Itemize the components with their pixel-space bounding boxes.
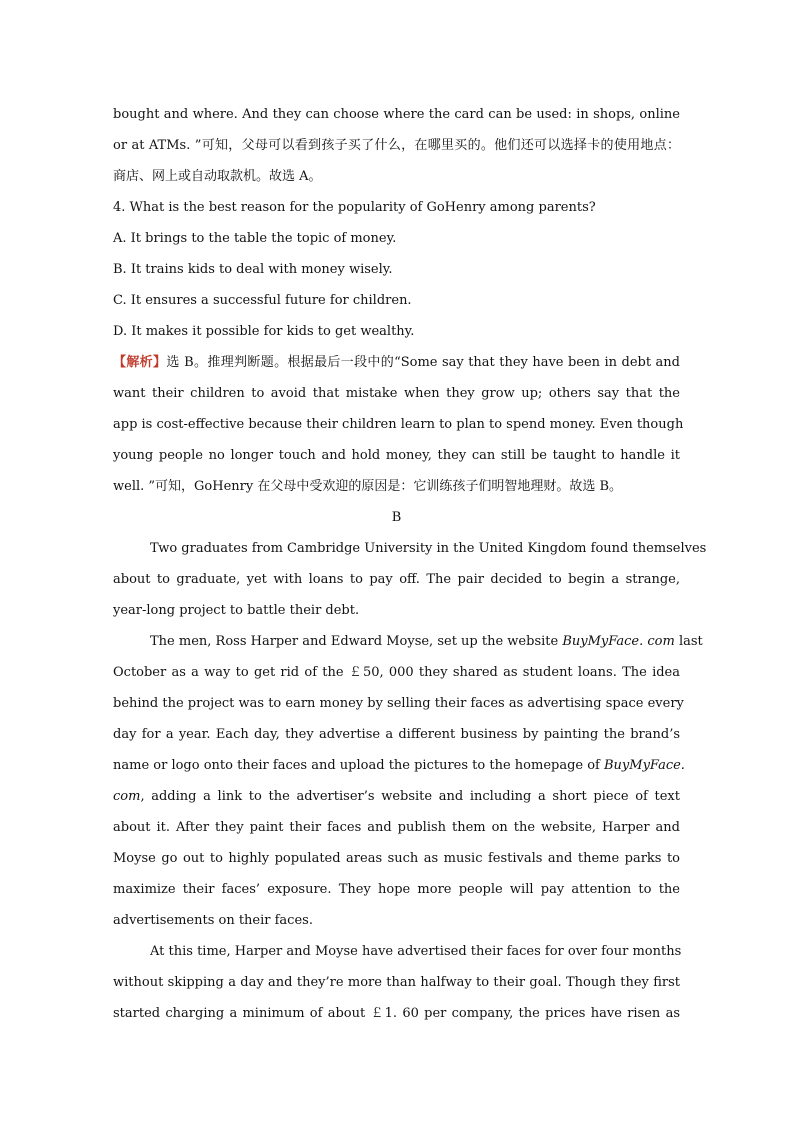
passage-line: Two graduates from Cambridge University in the United Kingdom found themselves [150,541,707,556]
passage-line: At this time, Harper and Moyse have advertised their faces for over four months [150,944,682,959]
passage-line [113,750,685,781]
passage-line: behind the project was to earn money by selling their faces as advertising space every [113,696,684,711]
passage-line: without skipping a day and they’re more than halfway to their goal. Though they first [113,975,680,990]
passage-line: about to graduate, yet with loans to pay off. The pair decided to begin a strange, [113,572,680,587]
passage-text: name or logo onto their faces and upload the pictures to the homepage of [113,758,604,773]
passage-line: advertisements on their faces. [113,913,313,928]
passage-line: day for a year. Each day, they advertise a different business by painting the brand’s [113,727,680,742]
website-name: BuyMyFace. com [562,634,675,649]
passage-text: , adding a link to the advertiser’s website and including a short piece of text [140,789,680,804]
analysis-tag: 【解析】 [113,355,167,370]
option-b: B. It trains kids to deal with money wisely. [113,262,393,277]
passage-text: last [674,634,703,649]
passage-line: maximize their faces’ exposure. They hope more people will pay attention to the [113,882,680,897]
question-4: 4. What is the best reason for the popularity of GoHenry among parents? [113,200,596,215]
option-c: C. It ensures a successful future for children. [113,293,412,308]
page-content [113,99,707,1029]
passage-label: B [391,510,402,525]
analysis-line: app is cost-effective because their children learn to plan to spend money. Even though [113,417,684,432]
passage-line [113,781,680,812]
option-d: D. It makes it possible for kids to get wealthy. [113,324,415,339]
passage-line: started charging a minimum of about ￡1. 60 per company, the prices have risen as [113,1006,680,1021]
passage-text: The men, Ross Harper and Edward Moyse, set up the website [150,634,563,649]
text-line: bought and where. And they can choose where the card can be used: in shops, online [113,107,680,122]
passage-line [113,626,703,657]
analysis-text: 选 B。推理判断题。根据最后一段中的“Some say that they have been in debt and [166,355,680,370]
text-line: or at ATMs. ”可知，父母可以看到孩子买了什么，在哪里买的。他们还可以选择卡的使用地点： [113,138,680,153]
analysis-line: young people no longer touch and hold money, they can still be taught to handle it [113,448,680,463]
website-name: BuyMyFace. [604,758,685,773]
text-line: 商店、网上或自动取款机。故选 A。 [113,169,322,184]
passage-line: October as a way to get rid of the ￡50, 000 they shared as student loans. The idea [113,665,680,680]
passage-line: Moyse go out to highly populated areas such as music festivals and theme parks to [113,851,680,866]
website-name: com [113,789,141,804]
analysis-line: well. ”可知，GoHenry 在父母中受欢迎的原因是：它训练孩子们明智地理财。故选 B。 [113,479,623,494]
option-a: A. It brings to the table the topic of money. [113,231,397,246]
analysis-line [113,347,680,378]
passage-line: year-long project to battle their debt. [113,603,360,618]
analysis-line: want their children to avoid that mistake when they grow up; others say that the [113,386,680,401]
passage-line: about it. After they paint their faces and publish them on the website, Harper and [113,820,680,835]
